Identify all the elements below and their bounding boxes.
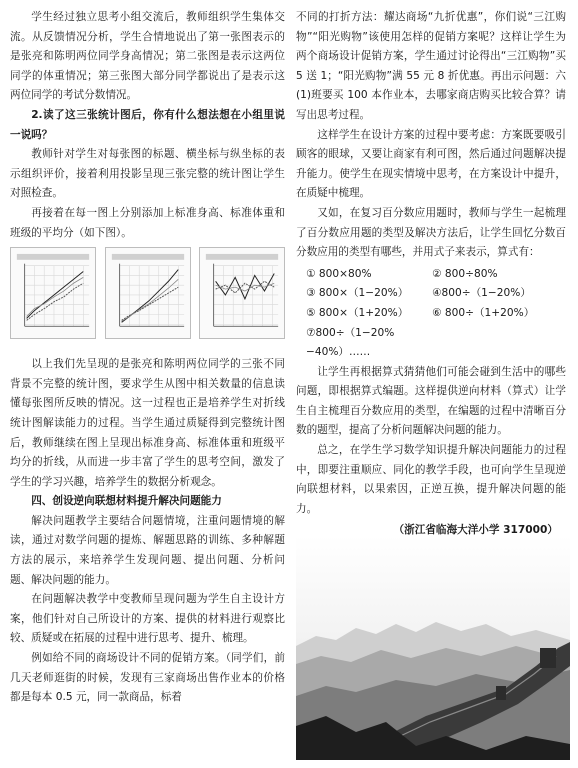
paragraph: 以上我们先呈现的是张亮和陈明两位同学的三张不同背景不完整的统计图，要求学生从图中相关数量的信息读懂每张图所反映的情况。这一过程也正是培养学生对折线统计图解读能力的过程。当学生通过质疑得到完整统计图后，教师继续在图上呈现出标准身高、标准体重和班级平均分的折线，从而进一步丰富了学生的思考空间，激发了学生的学习兴趣，培养学生的数据分析观念。: [10, 358, 285, 488]
score-line-chart: [199, 247, 285, 339]
formula-row: [296, 304, 566, 324]
paragraph: 不同的打折方法：耀达商场“九折优惠”，你们说“三江购物”“阳光购物”该使用怎样的促销方案呢？这样让学生为两个商场设计促销方案，学生通过讨论得出“三江购物”买 5 送 1；“阳光购物”满 55 元 8 折优惠。再出示问题：六(1)班要买 100 本作业本，去哪家商店购买比较合算？请写出思考过程。: [296, 11, 566, 121]
great-wall-landscape-image: [296, 536, 570, 760]
formula: ④800÷（1−20%）: [432, 287, 531, 300]
formula: ② 800÷80%: [432, 267, 498, 280]
formula: ⑤ 800×（1+20%）: [306, 306, 409, 319]
formula: ① 800×80%: [306, 267, 372, 280]
formula: ③ 800×（1−20%）: [306, 287, 409, 300]
paragraph: 这样学生在设计方案的过程中要考虑：方案既要吸引顾客的眼球，又要让商家有利可图，然后通过问题解决提升能力。使学生在现实情境中思考，在方案设计中提升，在质疑中梳理。: [296, 128, 566, 200]
question-heading: 2.读了这三张统计图后，你有什么想法想在小组里说一说吗？: [10, 108, 285, 141]
paragraph: 教师针对学生对每张图的标题、横坐标与纵坐标的表示组织评价，接着利用投影呈现三张完整的统计图让学生对照检查。: [10, 148, 285, 200]
formula-row: [296, 284, 566, 304]
paragraph: 再接着在每一图上分别添加上标准身高、标准体重和班级的平均分（如下图）。: [10, 206, 285, 239]
weight-line-chart: [105, 247, 191, 339]
statistics-charts: [10, 247, 285, 339]
paragraph: 在问题解决教学中变教师呈现问题为学生自主设计方案，他们针对自己所设计的方案、提供的材料进行观察比较、质疑或在拓展的过程中进行思考、提升、梳理。: [10, 593, 285, 645]
formula-row: [296, 324, 566, 363]
great-wall-photo-graphic: [296, 536, 570, 760]
formula-row: [296, 265, 566, 285]
section-heading: 四、创设逆向联想材料提升解决问题能力: [31, 495, 222, 508]
paragraph: 让学生再根据算式猜猜他们可能会碰到生活中的哪些问题，即根据算式编题。这样提供逆向材料（算式）让学生自主梳理百分数应用的类型，在编题的过程中清晰百分数的题型，提高了分析问题解决问题的能力。: [296, 365, 566, 437]
height-line-chart: [10, 247, 96, 339]
paragraph: 又如，在复习百分数应用题时，教师与学生一起梳理了百分数应用题的类型及解决方法后，让学生回忆分数百分数应用的类型有哪些，并用式子来表示，算式有：: [296, 206, 566, 259]
formula: ⑦800÷（1−20%−40%）……: [306, 326, 395, 359]
paragraph: 总之，在学生学习数学知识提升解决问题能力的过程中，即要注重顺应、同化的教学手段，也可向学生呈现逆向联想材料，以果索因，正逆互换，提升解决问题的能力。: [296, 444, 566, 515]
formula: ⑥ 800÷（1+20%）: [432, 306, 535, 319]
author-affiliation: （浙江省临海大洋小学 317000）: [393, 524, 558, 537]
paragraph: 解决问题教学主要结合问题情境，注重问题情境的解读，通过对数学问题的提炼、解题思路的训练、多种解题方法的展示，来培养学生发现问题、提出问题、分析问题、解决问题的能力。: [10, 514, 285, 586]
paragraph: 例如给不同的商场设计不同的促销方案。（同学们，前几天老师逛街的时候，发现有三家商场出售作业本的价格都是每本 0.5 元，同一款商品，标着: [10, 652, 285, 704]
left-column: [10, 8, 285, 708]
formula-list: [296, 265, 566, 363]
paragraph: 学生经过独立思考小组交流后，教师组织学生集体交流。从反馈情况分析，学生合情地说出了第一张图表示的是张亮和陈明两位同学身高情况；第二张图是表示这两位同学的体重情况；第三张图大部分同学都说出了是表示这两位同学的考试分数情况。: [10, 11, 285, 102]
height-chart-graphic: [11, 248, 95, 338]
weight-chart-graphic: [106, 248, 190, 338]
right-column: [296, 8, 566, 541]
score-chart-graphic: [200, 248, 284, 338]
